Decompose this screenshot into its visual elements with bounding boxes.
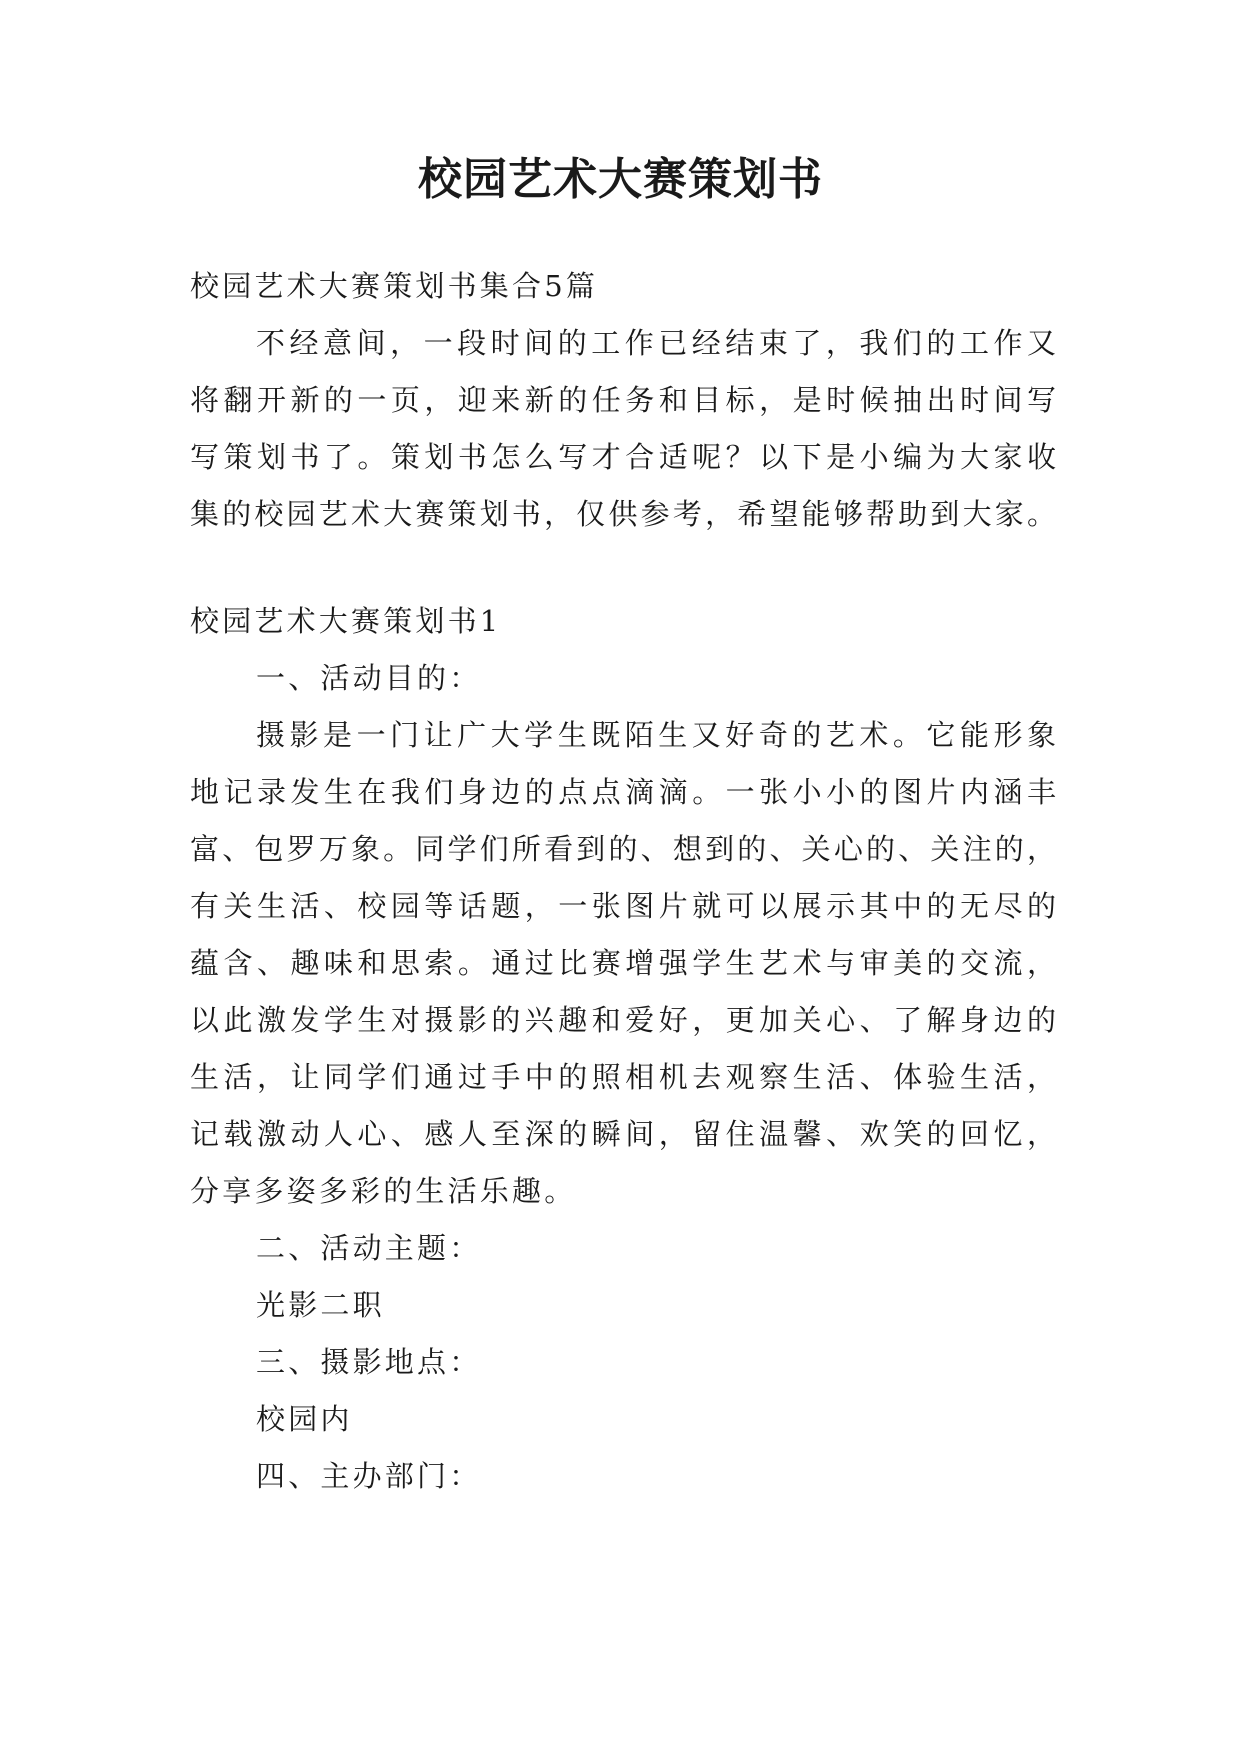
- purpose-line-5: 蕴含、趣味和思索。通过比赛增强学生艺术与审美的交流，: [190, 946, 1056, 980]
- purpose-line-8: 记载激动人心、感人至深的瞬间，留住温馨、欢笑的回忆，: [190, 1117, 1056, 1151]
- heading-purpose: 一、活动目的：: [256, 661, 482, 695]
- purpose-line-6: 以此激发学生对摄影的兴趣和爱好，更加关心、了解身边的: [190, 1003, 1056, 1037]
- purpose-line-3: 富、包罗万象。同学们所看到的、想到的、关心的、关注的，: [190, 832, 1056, 866]
- heading-theme: 二、活动主题：: [256, 1231, 482, 1265]
- section-title: 校园艺术大赛策划书1: [190, 604, 502, 638]
- theme-text: 光影二职: [256, 1288, 385, 1322]
- intro-line-2: 将翻开新的一页，迎来新的任务和目标，是时候抽出时间写: [190, 383, 1056, 417]
- purpose-line-9: 分享多姿多彩的生活乐趣。: [190, 1174, 577, 1208]
- intro-line-3: 写策划书了。策划书怎么写才合适呢？以下是小编为大家收: [190, 440, 1056, 474]
- intro-line-1: 不经意间，一段时间的工作已经结束了，我们的工作又: [256, 326, 1056, 360]
- intro-line-4: 集的校园艺术大赛策划书，仅供参考，希望能够帮助到大家。: [190, 497, 1056, 531]
- purpose-line-4: 有关生活、校园等话题，一张图片就可以展示其中的无尽的: [190, 889, 1056, 923]
- document-subtitle: 校园艺术大赛策划书集合5篇: [190, 269, 599, 303]
- location-text: 校园内: [256, 1402, 353, 1436]
- heading-organizer: 四、主办部门：: [256, 1459, 482, 1493]
- purpose-line-2: 地记录发生在我们身边的点点滴滴。一张小小的图片内涵丰: [190, 775, 1056, 809]
- purpose-line-1: 摄影是一门让广大学生既陌生又好奇的艺术。它能形象: [256, 718, 1056, 752]
- document-title: 校园艺术大赛策划书: [418, 154, 823, 205]
- heading-location: 三、摄影地点：: [256, 1345, 482, 1379]
- purpose-line-7: 生活，让同学们通过手中的照相机去观察生活、体验生活，: [190, 1060, 1056, 1094]
